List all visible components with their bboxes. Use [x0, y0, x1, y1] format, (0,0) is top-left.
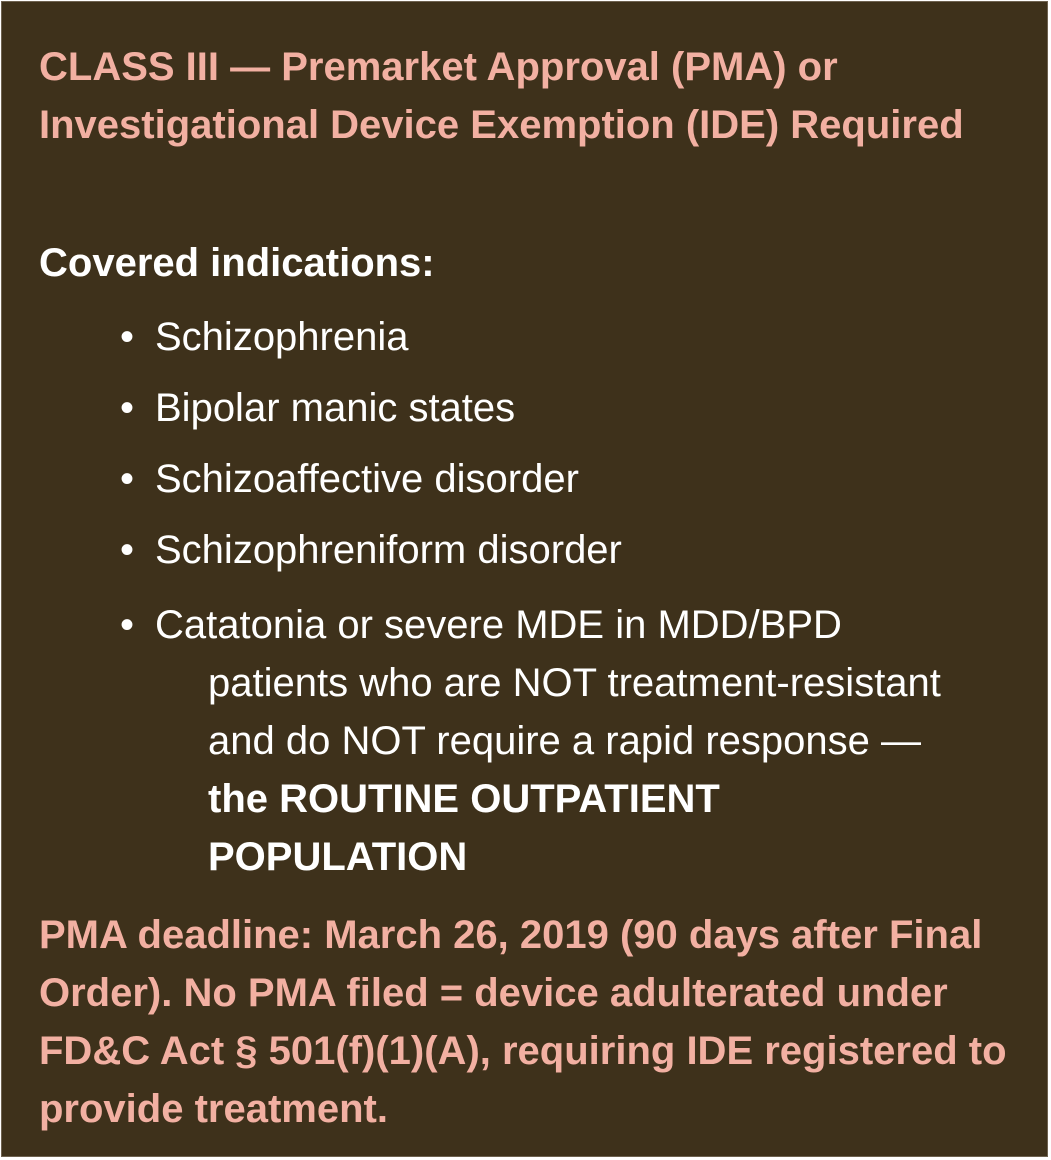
pma-deadline-note: PMA deadline: March 26, 2019 (90 days after Final Order). No PMA filed = device adulterated under FD&C Act § 501(f)(1)(A), requiring IDE registered to provide treatment. [39, 913, 1007, 1131]
indication-text: Bipolar manic states [155, 386, 516, 430]
indication-first-line [120, 596, 980, 654]
bullet-icon: • [120, 457, 135, 501]
indication-continuation [120, 654, 980, 886]
indication-continuation-text: patients who are NOT treatment-resistant and do NOT require a rapid response — [208, 661, 941, 763]
bullet-icon: • [120, 315, 135, 359]
indication-text: Schizophrenia [155, 315, 409, 359]
indication-text: Catatonia or severe MDE in MDD/BPD [155, 603, 842, 647]
list-item [120, 381, 515, 435]
list-item-routine-population [120, 596, 980, 886]
covered-indications-label: Covered indications: [39, 241, 435, 285]
list-item [120, 310, 409, 364]
bullet-icon: • [120, 386, 135, 430]
bullet-icon: • [120, 603, 135, 647]
indication-text: Schizophreniform disorder [155, 528, 622, 572]
list-item [120, 523, 622, 577]
class-heading: CLASS III — Premarket Approval (PMA) or Investigational Device Exemption (IDE) Required [39, 45, 964, 147]
content-panel [1, 1, 1048, 1157]
list-item [120, 452, 579, 506]
bullet-icon: • [120, 528, 135, 572]
indication-text: Schizoaffective disorder [155, 457, 579, 501]
routine-population-emphasis: the ROUTINE OUTPATIENT POPULATION [208, 777, 720, 879]
